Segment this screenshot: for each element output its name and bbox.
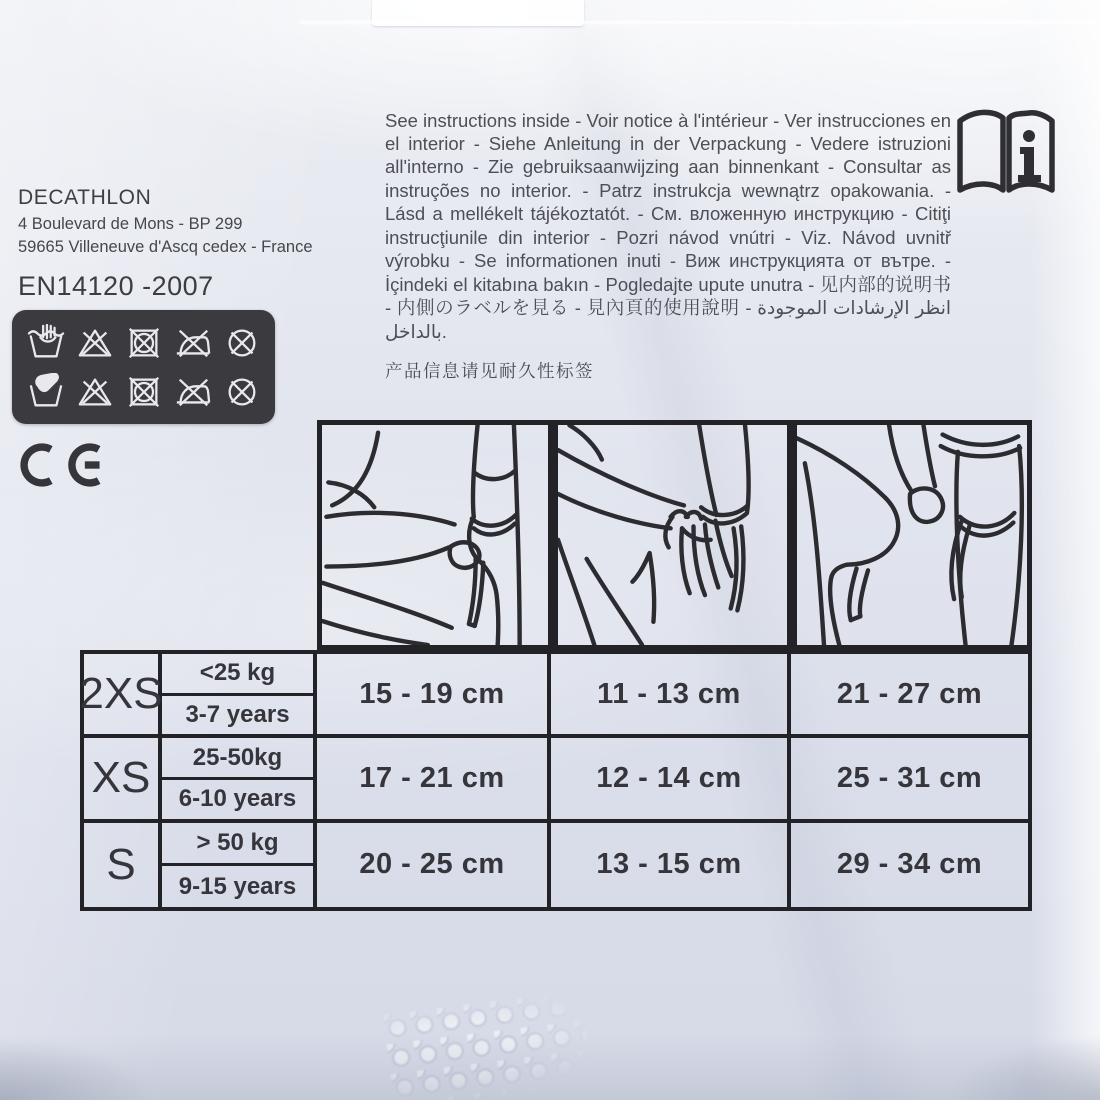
measure-around-wrist-illustration [553, 420, 792, 650]
table-row [84, 738, 1028, 822]
sponge-clean-only-icon [27, 373, 65, 411]
hand-wash-icon [27, 324, 65, 362]
wrist-measurement: 12 - 14 cm [551, 738, 791, 818]
weight-range: 25-50kg [162, 738, 313, 780]
age-range: 6-10 years [178, 785, 297, 813]
size-label: S [84, 823, 162, 907]
elbow-measurement: 17 - 21 cm [317, 738, 551, 818]
table-row [84, 823, 1028, 907]
do-not-dry-clean-icon [223, 324, 261, 362]
do-not-iron-icon [174, 373, 212, 411]
knee-measurement: 25 - 31 cm [836, 761, 983, 794]
ce-mark-icon [14, 438, 106, 497]
do-not-tumble-dry-icon [125, 373, 163, 411]
elbow-measurement: 15 - 19 cm [317, 654, 551, 734]
china-durability-note: 产品信息请见耐久性标签 [385, 361, 594, 381]
do-not-tumble-dry-icon [125, 324, 163, 362]
weight-range: <25 kg [162, 654, 313, 696]
care-symbols-panel [12, 310, 275, 424]
measure-around-elbow-illustration [317, 420, 553, 650]
standard-number: EN14120 -2007 [18, 271, 214, 301]
multilingual-instructions: See instructions inside - Voir notice à l'intérieur - Ver instrucciones en el interior - Siehe Anleitung in der Verpackung - Vedere istruzioni all'interno - Zie gebruiksaanwijzing aan binnenkant - Consultar as instruções no interior. - Patrz instrukcja wewnątrz opakowania. - Lásd a mellékelt tájékoztatót. - См. вложенную инструкцию - Citiţi instrucţiunile din interior - Pozri návod vnútri - Viz. Návod uvnitř výrobku - Se informationen inuti - Виж инструкцията от вътре. - İçindeki el kitabına bakın - Pogledajte upute unutra - 见内部的说明书 - 内側のラベルを見る - 見內頁的使用說明 - انظر الإرشادات الموجودة بالداخل. [385, 109, 952, 342]
measure-around-knee-illustration [792, 420, 1032, 650]
open-book-info-icon [950, 96, 1062, 211]
elbow-measurement: 20 - 25 cm [317, 823, 551, 907]
bag-bottom-shadow [0, 980, 1100, 1100]
size-chart-table [80, 650, 1032, 911]
wrist-measurement: 13 - 15 cm [551, 823, 791, 907]
wrist-measurement: 11 - 13 cm [551, 654, 791, 734]
care-symbols-row-2 [21, 367, 266, 416]
knee-measurement: 21 - 27 cm [836, 677, 983, 710]
age-range: 9-15 years [178, 872, 297, 900]
size-label: 2XS [84, 654, 162, 734]
care-symbols-row-1 [21, 318, 266, 367]
do-not-iron-icon [174, 324, 212, 362]
weight-range: > 50 kg [162, 823, 313, 867]
brand-name: DECATHLON [18, 186, 152, 209]
bag-seam [300, 21, 1100, 24]
size-label: XS [84, 738, 162, 818]
table-row [79, 654, 1028, 738]
age-range: 3-7 years [185, 701, 290, 728]
do-not-bleach-icon [76, 373, 114, 411]
do-not-dry-clean-icon [223, 373, 261, 411]
knee-measurement: 29 - 34 cm [836, 848, 983, 881]
do-not-bleach-icon [76, 324, 114, 362]
brand-address-line1: 4 Boulevard de Mons - BP 299 [18, 215, 243, 233]
brand-block [18, 186, 313, 260]
brand-address-line2: 59665 Villeneuve d'Ascq cedex - France [18, 238, 313, 257]
